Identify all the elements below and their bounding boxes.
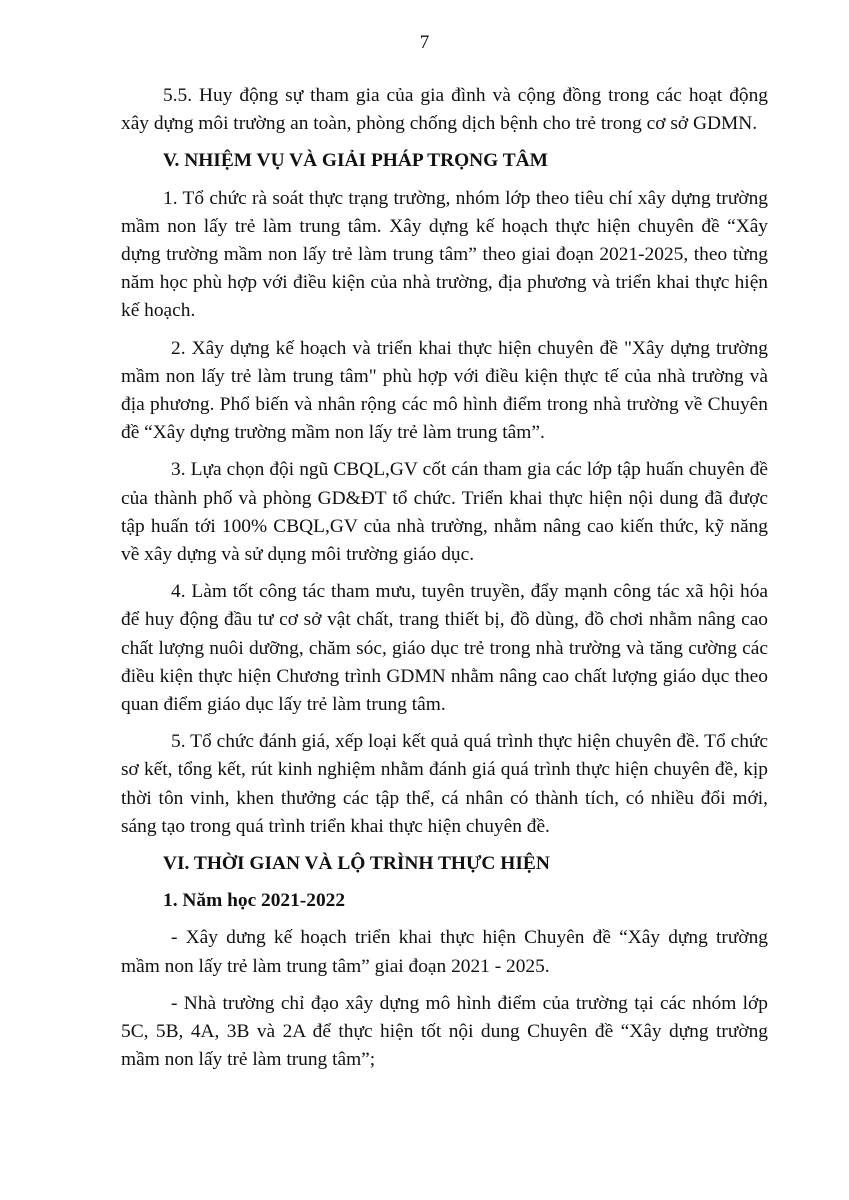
- bullet-model-classes: - Nhà trường chỉ đạo xây dựng mô hình điểm của trường tại các nhóm lớp 5C, 5B, 4A, 3B và 2A để thực hiện tốt nội dung Chuyên đề “Xây dựng trường mầm non lấy trẻ làm trung tâm”;: [121, 992, 768, 1071]
- paragraph-task-4: 4. Làm tốt công tác tham mưu, tuyên truyền, đẩy mạnh công tác xã hội hóa để huy động đầu tư cơ sở vật chất, trang thiết bị, đồ dùng, đồ chơi nhằm nâng cao chất lượng nuôi dưỡng, chăm sóc, giáo dục trẻ trong nhà trường và tăng cường các điều kiện thực hiện Chương trình GDMN nhằm nâng cao chất lượng giáo dục theo quan điểm giáo dục lấy trẻ làm trung tâm.: [121, 581, 768, 716]
- section-heading-vi: VI. THỜI GIAN VÀ LỘ TRÌNH THỰC HIỆN: [163, 853, 550, 875]
- page-number: 7: [419, 32, 430, 53]
- paragraph-task-2: 2. Xây dựng kế hoạch và triển khai thực hiện chuyên đề "Xây dựng trường mầm non lấy trẻ làm trung tâm" phù hợp với điều kiện thực tế của nhà trường và địa phương. Phổ biến và nhân rộng các mô hình điểm trong nhà trường về Chuyên đề “Xây dựng trường mầm non lấy trẻ làm trung tâm”.: [121, 337, 768, 444]
- bullet-plan: - Xây dưng kế hoạch triển khai thực hiện Chuyên đề “Xây dựng trường mầm non lấy trẻ làm trung tâm” giai đoạn 2021 - 2025.: [121, 927, 768, 977]
- subheading-year-2021-2022: 1. Năm học 2021-2022: [163, 890, 346, 912]
- document-body: [121, 82, 768, 1075]
- section-heading-v: V. NHIỆM VỤ VÀ GIẢI PHÁP TRỌNG TÂM: [163, 150, 548, 172]
- paragraph-5-5: 5.5. Huy động sự tham gia của gia đình và cộng đồng trong các hoạt động xây dựng môi trường an toàn, phòng chống dịch bệnh cho trẻ trong cơ sở GDMN.: [121, 85, 768, 135]
- paragraph-task-5: 5. Tổ chức đánh giá, xếp loại kết quả quá trình thực hiện chuyên đề. Tổ chức sơ kết, tổng kết, rút kinh nghiệm nhằm đánh giá quá trình thực hiện chuyên đề, kịp thời tôn vinh, khen thưởng các tập thể, cá nhân có thành tích, có nhiều đổi mới, sáng tạo trong quá trình triển khai thực hiện chuyên đề.: [121, 731, 768, 837]
- paragraph-task-1: 1. Tổ chức rà soát thực trạng trường, nhóm lớp theo tiêu chí xây dựng trường mầm non lấy trẻ làm trung tâm. Xây dựng kế hoạch thực hiện chuyên đề “Xây dựng trường mầm non lấy trẻ làm trung tâm” theo giai đoạn 2021-2025, theo từng năm học phù hợp với điều kiện của nhà trường, địa phương và triển khai thực hiện kế hoạch.: [121, 187, 768, 322]
- paragraph-task-3: 3. Lựa chọn đội ngũ CBQL,GV cốt cán tham gia các lớp tập huấn chuyên đề của thành phố và phòng GD&ĐT tổ chức. Triển khai thực hiện nội dung đã được tập huấn tới 100% CBQL,GV của nhà trường, nhằm nâng cao kiến thức, kỹ năng về xây dựng và sử dụng môi trường giáo dục.: [121, 459, 768, 566]
